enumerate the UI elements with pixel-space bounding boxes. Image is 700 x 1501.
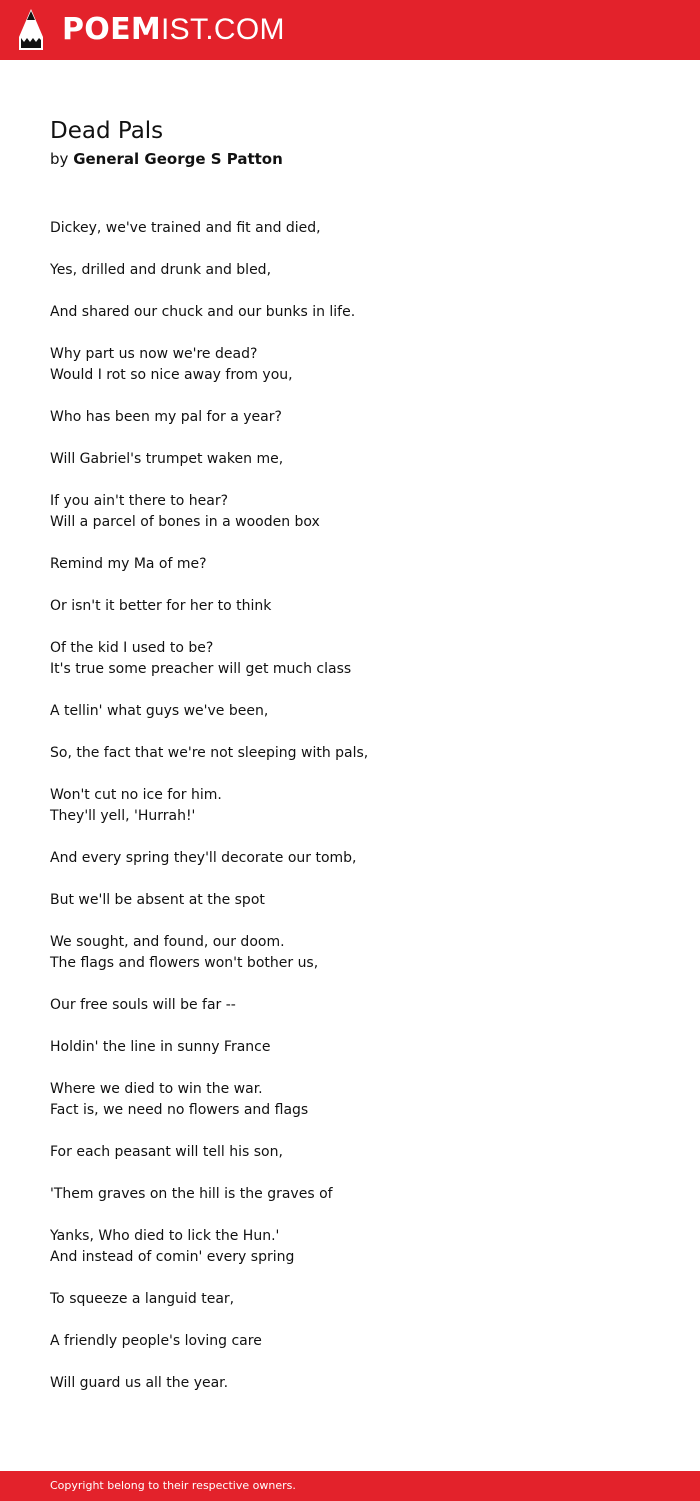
poem-line: And every spring they'll decorate our tomb, bbox=[50, 850, 357, 866]
poem-line: Won't cut no ice for him. bbox=[50, 787, 222, 803]
poem-line: We sought, and found, our doom. bbox=[50, 934, 285, 950]
poem-line: Remind my Ma of me? bbox=[50, 556, 207, 572]
byline bbox=[50, 148, 283, 170]
poem-line: Holdin' the line in sunny France bbox=[50, 1039, 271, 1055]
poem-line: But we'll be absent at the spot bbox=[50, 892, 265, 908]
poem-line: Where we died to win the war. bbox=[50, 1081, 263, 1097]
poem-stanza bbox=[50, 1142, 650, 1163]
poem-stanza bbox=[50, 218, 650, 239]
poem-stanza bbox=[50, 1184, 650, 1205]
poem-stanza bbox=[50, 932, 650, 974]
poem-line: Fact is, we need no flowers and flags bbox=[50, 1102, 309, 1118]
by-label: by bbox=[50, 150, 69, 168]
poem-stanza bbox=[50, 1037, 650, 1058]
poem-line: Yes, drilled and drunk and bled, bbox=[50, 262, 272, 278]
poem-title: Dead Pals bbox=[50, 118, 164, 144]
poem-line: Dickey, we've trained and fit and died, bbox=[50, 220, 321, 236]
poem-line: Or isn't it better for her to think bbox=[50, 598, 272, 614]
poem-stanza bbox=[50, 260, 650, 281]
poem-stanza bbox=[50, 1079, 650, 1121]
poem-line: If you ain't there to hear? bbox=[50, 493, 229, 509]
poem-stanza bbox=[50, 554, 650, 575]
poem-stanza bbox=[50, 638, 650, 680]
poem-line: Will guard us all the year. bbox=[50, 1375, 229, 1391]
poem-line: They'll yell, 'Hurrah!' bbox=[50, 808, 196, 824]
site-footer bbox=[0, 1471, 700, 1501]
poem-stanza bbox=[50, 302, 650, 323]
poem-stanza bbox=[50, 743, 650, 764]
poem-line: To squeeze a languid tear, bbox=[50, 1291, 235, 1307]
poem-line: Why part us now we're dead? bbox=[50, 346, 258, 362]
poem-line: A tellin' what guys we've been, bbox=[50, 703, 269, 719]
poem-stanza bbox=[50, 848, 650, 869]
poem-stanza bbox=[50, 890, 650, 911]
poem-stanza bbox=[50, 407, 650, 428]
poem-stanza bbox=[50, 701, 650, 722]
poem-line: Our free souls will be far -- bbox=[50, 997, 236, 1013]
poem-line: Will Gabriel's trumpet waken me, bbox=[50, 451, 284, 467]
poem-stanza bbox=[50, 1289, 650, 1310]
pencil-icon[interactable] bbox=[18, 9, 44, 51]
poem-stanza bbox=[50, 449, 650, 470]
poem-body bbox=[50, 218, 650, 1415]
logo-text-light: IST.COM bbox=[161, 13, 285, 46]
poem-stanza bbox=[50, 1373, 650, 1394]
poem-line: Who has been my pal for a year? bbox=[50, 409, 282, 425]
poem-line: 'Them graves on the hill is the graves of bbox=[50, 1186, 333, 1202]
poem-line: A friendly people's loving care bbox=[50, 1333, 262, 1349]
copyright-text: Copyright belong to their respective owners. bbox=[50, 1479, 296, 1492]
poem-line: So, the fact that we're not sleeping with pals, bbox=[50, 745, 369, 761]
poem-stanza bbox=[50, 995, 650, 1016]
poem-line: It's true some preacher will get much class bbox=[50, 661, 352, 677]
poem-stanza bbox=[50, 344, 650, 386]
author-name: General George S Patton bbox=[73, 150, 283, 168]
poem-line: The flags and flowers won't bother us, bbox=[50, 955, 319, 971]
site-header bbox=[0, 0, 700, 60]
poem-line: Will a parcel of bones in a wooden box bbox=[50, 514, 320, 530]
site-logo[interactable] bbox=[62, 12, 285, 48]
poem-stanza bbox=[50, 596, 650, 617]
poem-line: Would I rot so nice away from you, bbox=[50, 367, 293, 383]
poem-stanza bbox=[50, 491, 650, 533]
poem-line: Yanks, Who died to lick the Hun.' bbox=[50, 1228, 280, 1244]
poem-line: And shared our chuck and our bunks in life. bbox=[50, 304, 356, 320]
poem-stanza bbox=[50, 1331, 650, 1352]
poem-line: For each peasant will tell his son, bbox=[50, 1144, 283, 1160]
poem-stanza bbox=[50, 1226, 650, 1268]
poem-stanza bbox=[50, 785, 650, 827]
poem-line: And instead of comin' every spring bbox=[50, 1249, 295, 1265]
poem-line: Of the kid I used to be? bbox=[50, 640, 214, 656]
logo-text-bold: POEM bbox=[62, 12, 162, 47]
